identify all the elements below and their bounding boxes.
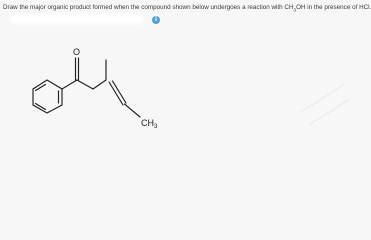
edge-smudge bbox=[300, 84, 348, 124]
alkene-double-bond bbox=[106, 60, 126, 105]
carbonyl-to-alpha-bond bbox=[77, 80, 93, 89]
question-text-prefix: Draw the major organic product formed when the compound shown below undergoes a reaction with CH bbox=[3, 4, 294, 11]
ring-to-carbonyl-bond bbox=[62, 80, 77, 89]
benzene-ring bbox=[33, 80, 62, 113]
info-icon[interactable]: i bbox=[152, 16, 160, 24]
to-methyl-bond bbox=[125, 104, 141, 117]
alpha-to-beta-bond bbox=[93, 80, 106, 89]
oxygen-label: O bbox=[73, 47, 81, 57]
question-text-suffix: OH in the presence of HCl. bbox=[296, 4, 371, 11]
methyl-label-subscript: 3 bbox=[154, 124, 158, 130]
methyl-label-main: CH bbox=[141, 118, 154, 128]
carbonyl-double-bond bbox=[76, 58, 79, 80]
methyl-label bbox=[141, 118, 158, 130]
question-text-subscript: 3 bbox=[293, 7, 297, 13]
